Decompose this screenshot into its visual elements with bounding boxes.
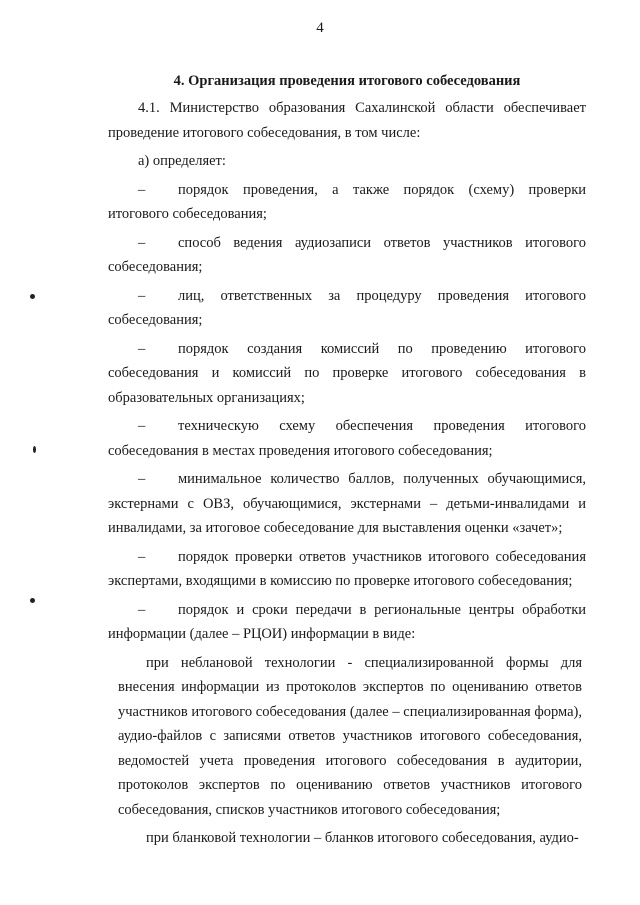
dash-marker: – [138, 234, 146, 251]
dash-marker: – [138, 340, 146, 357]
scan-speck [30, 294, 35, 299]
paragraph-blank-technology: при бланковой технологии – бланков итогового собеседования, аудио- [146, 830, 579, 846]
list-item-text: минимальное количество баллов, полученных обучающимися, экстернами с ОВЗ, обучающимися, экстернами – детьми-инвалидами и инвалидами, за итоговое собеседование для выставления оценки «зачет»; [108, 471, 586, 536]
list-item [108, 337, 586, 411]
paragraph-nonblank-technology: при неблановой технологии - специализированной формы для внесения информации из протоколов экспертов по оцениванию ответов участников итогового собеседования (далее – специализированная форма), аудио-файлов с записями ответов участников итогового собеседования, ведомостей учета проведения итогового собеседования в аудитории, протоколов экспертов по оцениванию ответов участников итогового собеседования, списков участников итогового собеседования; [118, 654, 582, 818]
body-text [108, 96, 586, 855]
list-item [108, 545, 586, 594]
list-item [108, 598, 586, 647]
list-item-text: порядок проведения, а также порядок (схему) проверки итогового собеседования; [108, 181, 586, 222]
scan-speck [33, 446, 36, 453]
dash-marker: – [138, 548, 146, 565]
list-item-text: порядок и сроки передачи в региональные центры обработки информации (далее – РЦОИ) информации в виде: [108, 601, 586, 642]
list-item [108, 414, 586, 463]
list-item-text: способ ведения аудиозаписи ответов участников итогового собеседования; [108, 234, 586, 275]
list-item [108, 178, 586, 227]
paragraph-a: а) определяет: [138, 153, 226, 169]
page-number: 4 [316, 20, 324, 36]
dash-marker: – [138, 418, 146, 434]
list-item-text: порядок создания комиссий по проведению итогового собеседования и комиссий по проверке итогового собеседования в образовательных организациях; [108, 340, 586, 406]
list-item-text: техническую схему обеспечения проведения итогового собеседования в местах проведения итогового собеседования; [108, 418, 586, 459]
list-item-text: порядок проверки ответов участников итогового собеседования экспертами, входящими в комиссию по проверке итогового собеседования; [108, 548, 586, 589]
list-item [108, 284, 586, 333]
dash-marker: – [138, 471, 146, 487]
list-item [108, 231, 586, 280]
scan-speck [30, 598, 35, 603]
list-item [108, 467, 586, 541]
section-heading: 4. Организация проведения итогового собеседования [173, 73, 521, 89]
dash-marker: – [138, 181, 146, 198]
dash-marker: – [138, 287, 146, 304]
dash-marker: – [138, 601, 146, 618]
list-item-text: лиц, ответственных за процедуру проведения итогового собеседования; [108, 287, 586, 328]
paragraph-4-1: 4.1. Министерство образования Сахалинской области обеспечивает проведение итогового собеседования, в том числе: [108, 100, 586, 141]
